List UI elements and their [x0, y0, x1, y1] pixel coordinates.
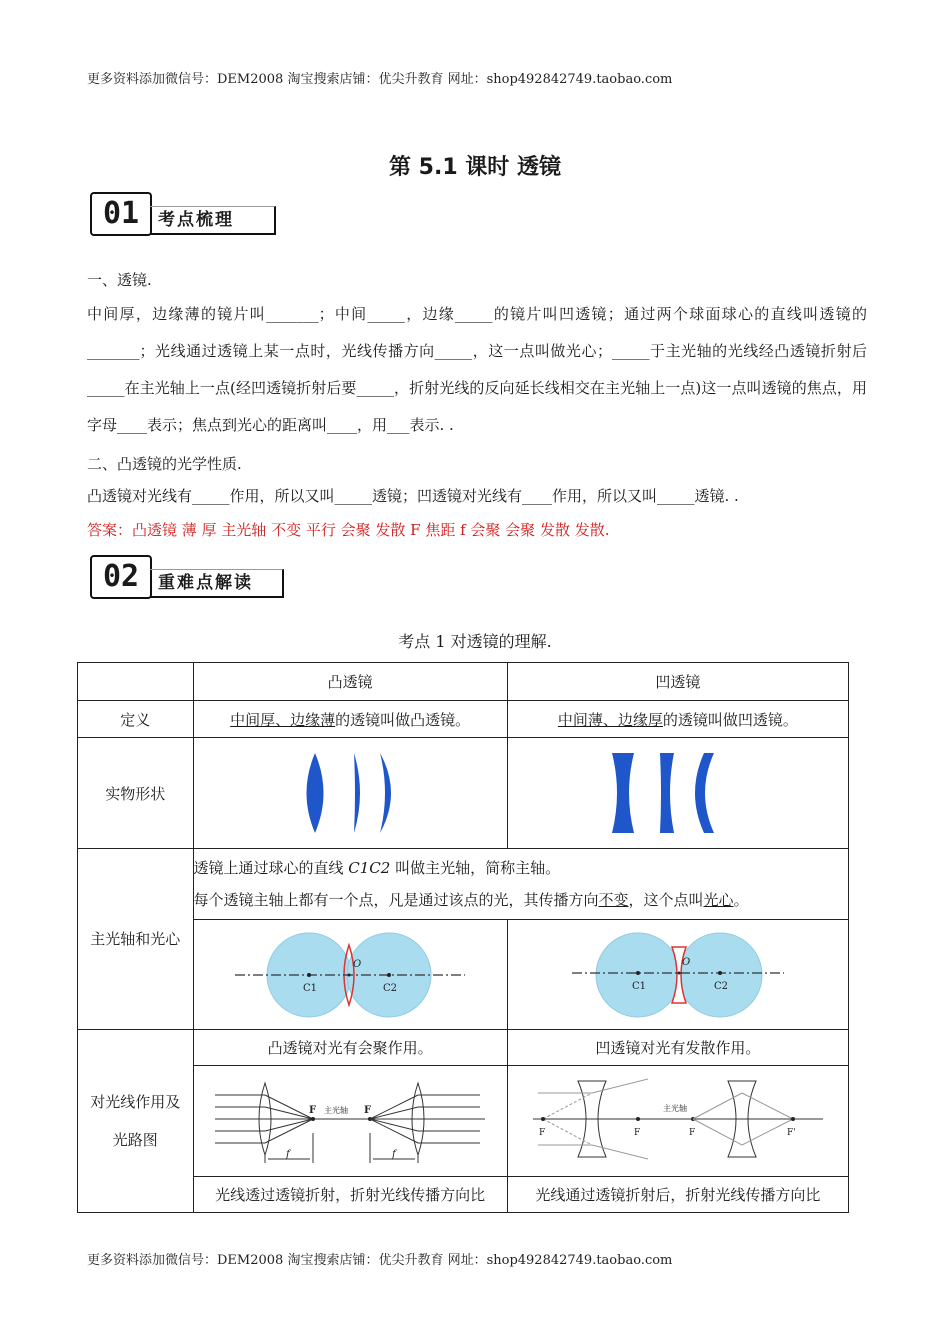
- svg-text:f: f: [392, 1149, 396, 1160]
- convex-axis-diagram: [193, 920, 507, 1030]
- concave-sphere-diagram-icon: [568, 927, 788, 1023]
- svg-text:f: f: [286, 1149, 290, 1160]
- header-convex: 凸透镜: [193, 663, 507, 701]
- underline-text: 中间厚、边缘薄: [230, 710, 336, 729]
- svg-text:O: O: [353, 958, 362, 970]
- svg-text:C2: C2: [383, 982, 398, 994]
- row-label-shape: 实物形状: [78, 738, 194, 849]
- table-row: [78, 1030, 849, 1066]
- badge-label: 考点梳理: [150, 206, 276, 235]
- definition-concave: [507, 701, 848, 738]
- svg-text:C1: C1: [631, 980, 646, 992]
- axis-description: [193, 849, 849, 920]
- badge-number: 02: [90, 555, 152, 599]
- convex-shapes: [193, 738, 507, 849]
- svg-text:F: F: [364, 1105, 372, 1116]
- page-title: 第 5.1 课时 透镜: [389, 155, 561, 180]
- section1-heading2: 二、凸透镜的光学性质.: [87, 455, 242, 473]
- table-row: [78, 701, 849, 738]
- concave-ray-diagram-icon: [528, 1073, 828, 1169]
- svg-text:主光轴: 主光轴: [324, 1106, 349, 1115]
- section2-heading: 考点 1 对透镜的理解.: [398, 632, 552, 651]
- header-concave: 凹透镜: [507, 663, 848, 701]
- svg-text:F: F: [688, 1128, 696, 1138]
- convex-lens-shapes-icon: [270, 748, 430, 838]
- effect-convex: 凸透镜对光有会聚作用。: [193, 1030, 507, 1066]
- concave-lens-shapes-icon: [608, 748, 748, 838]
- svg-text:F: F: [633, 1128, 641, 1138]
- table-row: [78, 663, 849, 701]
- section1-paragraph: 中间厚，边缘薄的镜片叫_______；中间_____，边缘_____的镜片叫凹透镜；通过两个球面球心的直线叫透镜的_______；光线通过透镜上某一点时，光线传播方向_____，这一点叫做光心；_____于主光轴的光线经凸透镜折射后_____在主光轴上一点(经凹透镜折射后要_____，折射光线的反向延长线相交在主光轴上一点)这一点叫透镜的焦点，用字母____表示；焦点到光心的距离叫____，用___表示. .: [87, 305, 867, 434]
- svg-text:F': F': [786, 1128, 796, 1138]
- footer-note: 更多资料添加微信号：DEM2008 淘宝搜索店铺：优尖升教育 网址：shop492842749.taobao.com: [87, 1253, 673, 1268]
- effect-concave: 凹透镜对光有发散作用。: [507, 1030, 848, 1066]
- axis-symbol: C1C2: [348, 859, 391, 877]
- axis-label-text: 主光轴和光心: [90, 930, 181, 948]
- section-badge-02: [90, 555, 272, 599]
- concave-shapes: [507, 738, 848, 849]
- section1-paragraph2: 凸透镜对光线有_____作用，所以又叫_____透镜；凹透镜对光线有____作用，所以又叫_____透镜. .: [87, 487, 739, 505]
- concave-axis-diagram: [507, 920, 848, 1030]
- axis-line-2: 每个透镜主轴上都有一个点，凡是通过该点的光，其传播方向不变，这个点叫光心。: [193, 891, 749, 909]
- definition-text: 的透镜叫做凸透镜。: [335, 710, 471, 729]
- svg-text:F: F: [538, 1128, 546, 1138]
- answer-line: 答案：凸透镜 薄 厚 主光轴 不变 平行 会聚 发散 F 焦距 f 会聚 会聚 发散 发散.: [87, 521, 610, 539]
- last-row-concave: 光线通过透镜折射后，折射光线传播方向比: [507, 1177, 848, 1213]
- row-label-effect: [78, 1030, 194, 1213]
- definition-convex: [193, 701, 507, 738]
- convex-ray-diagram-icon: [210, 1073, 490, 1169]
- table-row: [78, 738, 849, 849]
- table-row: [78, 1066, 849, 1177]
- badge-number: 01: [90, 192, 152, 236]
- axis-line-1: 透镜上通过球心的直线 C1C2 叫做主光轴，简称主轴。: [193, 859, 561, 877]
- header-note: 更多资料添加微信号：DEM2008 淘宝搜索店铺：优尖升教育 网址：shop492842749.taobao.com: [87, 72, 673, 87]
- underline-text: 中间薄、边缘厚: [557, 710, 663, 729]
- table-row: [78, 849, 849, 920]
- svg-text:C2: C2: [713, 980, 728, 992]
- svg-text:主光轴: 主光轴: [662, 1104, 687, 1113]
- table-row: [78, 920, 849, 1030]
- row-label-axis: [78, 849, 194, 1030]
- last-row-convex: 光线透过透镜折射，折射光线传播方向比: [193, 1177, 507, 1213]
- badge-label: 重难点解读: [150, 569, 284, 598]
- table-row: [78, 1177, 849, 1213]
- section-badge-01: [90, 192, 272, 236]
- row-label-definition: 定义: [78, 701, 194, 738]
- svg-text:O: O: [681, 956, 691, 968]
- effect-label-text: 对光线作用及光路图: [90, 1093, 181, 1149]
- concave-ray-diagram: [507, 1066, 848, 1177]
- convex-ray-diagram: [193, 1066, 507, 1177]
- svg-text:C1: C1: [303, 982, 318, 994]
- definition-text: 的透镜叫做凹透镜。: [662, 710, 798, 729]
- lens-comparison-table: [77, 662, 849, 1213]
- convex-sphere-diagram-icon: [225, 927, 475, 1023]
- section1-heading: 一、透镜.: [87, 271, 152, 289]
- svg-text:F: F: [309, 1105, 317, 1116]
